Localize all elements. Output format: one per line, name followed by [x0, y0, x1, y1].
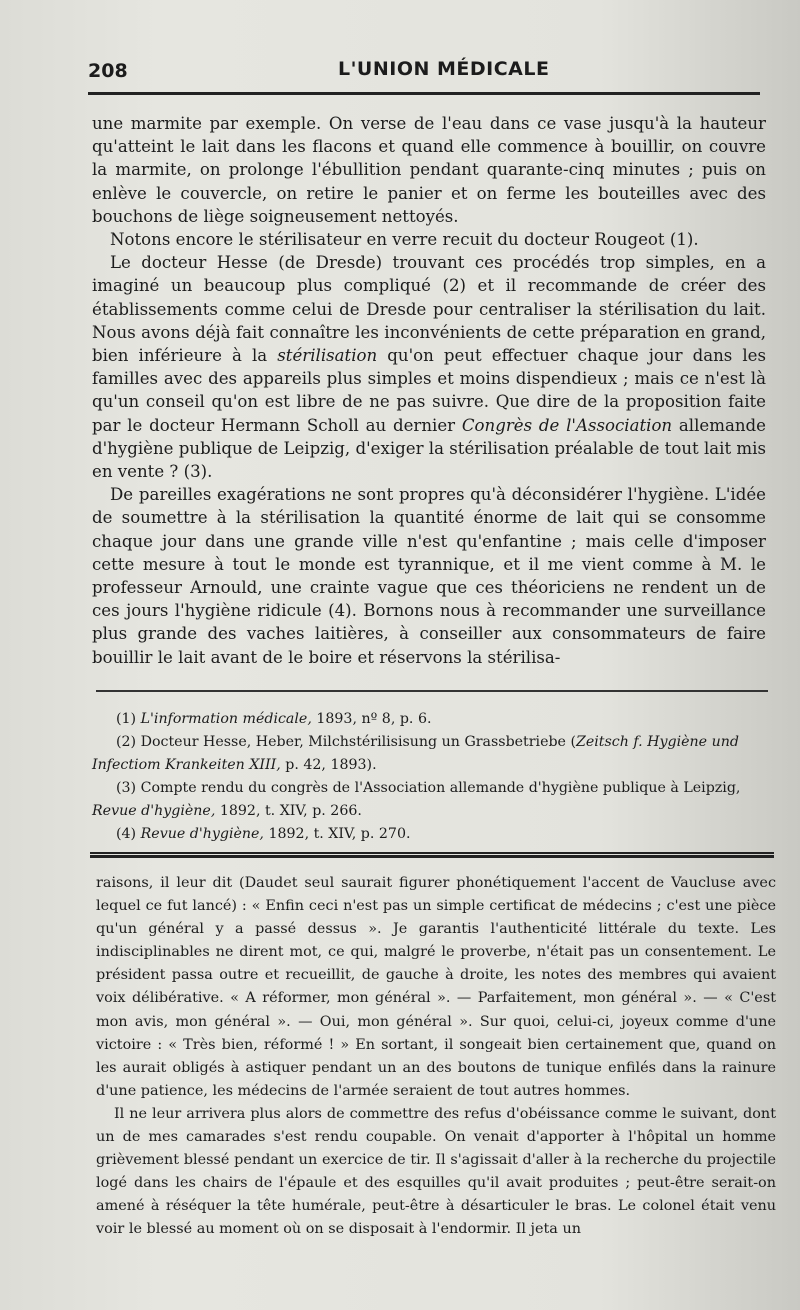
- footnote-4-number: (4): [116, 826, 141, 842]
- footnote-3-title: Revue d'hygiène,: [92, 803, 216, 819]
- paragraph-4: De pareilles exagérations ne sont propres qu'à déconsidérer l'hygiène. L'idée de soumettre à la stérilisation la quantité énorme de lait qui se consomme chaque jour dans une grande ville n'est qu'enfantine ; mais celle d'imposer cette mesure à tout le monde est tyrannique, et il me vient comme à M. le professeur Arnould, une crainte vague que ces théoriciens ne rendent un de ces jours l'hygiène ridicule (4). Bornons nous à recommander une surveillance plus grande des vaches laitières, à conseiller aux consommateurs de faire bouillir le lait avant de le boire et réservons la stérilisa-: [92, 485, 766, 667]
- paragraph-3-italic-1: stérilisation: [277, 346, 378, 366]
- footnote-1-ref: 1893, nº 8, p. 6.: [311, 711, 432, 727]
- paragraph-3-part-c: allemande d'hygiène publique de Leipzig, d'exiger la stérilisation préalable de tout lait mis en vente ? (3).: [92, 415, 766, 482]
- footnote-2: [92, 731, 772, 777]
- page-header: [88, 52, 764, 92]
- paragraph-3-part-b: qu'on peut effectuer chaque jour dans les familles avec des appareils plus simples et moins dispendieux ; mais ce n'est là qu'un conseil qu'on est libre de ne pas suivre. Que dire de la proposition faite par le docteur Hermann Scholl au dernier: [92, 346, 766, 435]
- footnote-rule: [96, 690, 768, 692]
- second-article-text: [96, 872, 776, 1242]
- footnote-4: [92, 823, 772, 846]
- paragraph-2: Notons encore le stérilisateur en verre recuit du docteur Rougeot (1).: [110, 230, 699, 250]
- footnote-3-text: (3) Compte rendu du congrès de l'Association allemande d'hygiène publique à Leipzig,: [116, 780, 741, 796]
- paragraph-1: une marmite par exemple. On verse de l'eau dans ce vase jusqu'à la hauteur qu'atteint le lait dans les flacons et quand elle commence à bouillir, on couvre la marmite, on prolonge l'ébullition pendant quarante-cinq minutes ; puis on enlève le couvercle, on retire le panier et on ferme les bouteilles avec des bouchons de liège soigneusement nettoyés.: [92, 114, 766, 226]
- footnote-2-title: Zeitsch f. Hygiène und Infectiom Krankeiten XIII,: [92, 734, 739, 773]
- header-rule: [88, 92, 760, 95]
- footnote-3: [92, 777, 772, 823]
- footnote-2-ref: p. 42, 1893).: [280, 757, 377, 773]
- footnote-1: [92, 708, 772, 731]
- footnote-2-text: (2) Docteur Hesse, Heber, Milchstérilisisung un Grassbetriebe (: [116, 734, 576, 750]
- footnote-3-ref: 1892, t. XIV, p. 266.: [215, 803, 362, 819]
- paragraph-3-italic-2: Congrès de l'Association: [461, 415, 673, 435]
- footnote-4-ref: 1892, t. XIV, p. 270.: [263, 826, 411, 842]
- paragraph-3: [92, 251, 766, 483]
- second-paragraph-1: raisons, il leur dit (Daudet seul saurait figurer phonétiquement l'accent de Vaucluse avec lequel ce fut lancé) : « Enfin ceci n'est pas un simple certificat de médecins ; c'est une pièce qu'un général y a passé dessus ». Je garantis l'authenticité littérale du texte. Les indisciplinables ne dirent mot, ce qui, malgré le proverbe, n'était pas un consentement. Le président passa outre et recueillit, de gauche à droite, les notes des membres qui avaient voix délibérative. « A réformer, mon général ». — Parfaitement, mon général ». — « C'est mon avis, mon général ». — Oui, mon général ». Sur quoi, celui-ci, joyeux comme d'une victoire : « Très bien, réformé ! » En sortant, il songeait bien certainement que, quand on les aurait obligés à astiquer pendant un an des boutons de tunique enfilés dans la rainure d'une patience, les médecins de l'armée seraient de tout autres hommes.: [96, 875, 776, 1099]
- footnotes: [92, 708, 772, 846]
- main-article-text: [92, 112, 766, 669]
- footnote-4-title: Revue d'hygiène,: [140, 826, 264, 842]
- footnote-1-title: L'information médicale,: [140, 711, 312, 727]
- section-divider: [90, 852, 774, 858]
- footnote-1-number: (1): [116, 711, 141, 727]
- second-paragraph-2: Il ne leur arrivera plus alors de commettre des refus d'obéissance comme le suivant, dont un de mes camarades s'est rendu coupable. On venait d'apporter à l'hôpital un homme grièvement blessé pendant un exercice de tir. Il s'agissait d'aller à la recherche du projectile logé dans les chairs de l'épaule et des esquilles qu'il avait produites ; peut-être serait-on amené à réséquer la tête humérale, peut-être à désarticuler le bras. Le colonel était venu voir le blessé au moment où on se disposait à l'endormir. Il jeta un: [96, 1105, 776, 1238]
- running-title: L'UNION MÉDICALE: [338, 58, 550, 80]
- paragraph-3-part-a: Le docteur Hesse (de Dresde) trouvant ces procédés trop simples, en a imaginé un beaucoup plus compliqué (2) et il recommande de créer des établissements comme celui de Dresde pour centraliser la stérilisation du lait. Nous avons déjà fait connaître les inconvénients de cette préparation en grand, bien inférieure à la: [92, 253, 766, 366]
- page-number: 208: [88, 60, 128, 82]
